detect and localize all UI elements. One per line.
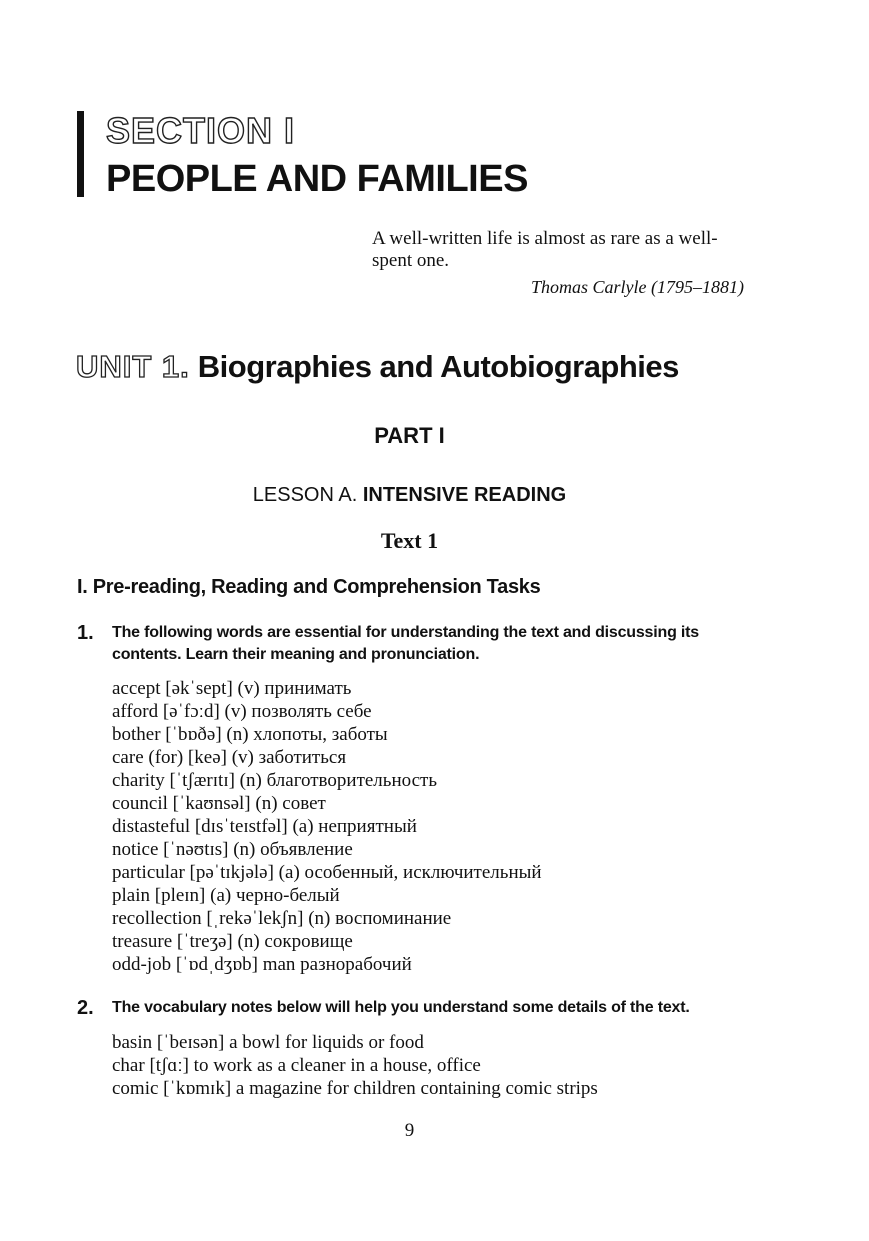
vocabulary-item: plain [pleɪn] (a) черно-белый bbox=[112, 885, 340, 906]
lesson-heading bbox=[0, 481, 819, 509]
part-heading: PART I bbox=[374, 423, 445, 448]
section-accent-bar bbox=[77, 111, 84, 197]
lesson-prefix: LESSON A. bbox=[252, 484, 358, 506]
epigraph-author: Thomas Carlyle (1795–1881) bbox=[531, 277, 744, 297]
section-label: SECTION I bbox=[106, 110, 296, 151]
vocabulary-item: recollection [ˌrekəˈlekʃn] (n) воспоминание bbox=[112, 908, 452, 929]
vocabulary-item: charity [ˈtʃærɪtɪ] (n) благотворительность bbox=[112, 770, 437, 791]
vocabulary-notes-list bbox=[112, 1031, 772, 1100]
vocabulary-item: particular [pəˈtɪkjələ] (a) особенный, исключительный bbox=[112, 862, 542, 883]
vocabulary-item: notice [ˈnəʊtɪs] (n) объявление bbox=[112, 839, 353, 860]
vocabulary-item: council [ˈkaʊnsəl] (n) совет bbox=[112, 793, 326, 814]
text-heading: Text 1 bbox=[380, 528, 439, 553]
epigraph-quote: A well-written life is almost as rare as a well-spent one. bbox=[372, 228, 718, 271]
tasks-heading: I. Pre-reading, Reading and Comprehension Tasks bbox=[77, 576, 541, 598]
vocabulary-note: char [tʃɑː] to work as a cleaner in a house, office bbox=[112, 1055, 481, 1076]
lesson-title: INTENSIVE READING bbox=[362, 484, 567, 506]
vocabulary-item: accept [əkˈsept] (v) принимать bbox=[112, 678, 352, 699]
page-number: 9 bbox=[404, 1120, 415, 1141]
vocabulary-item: treasure [ˈtreʒə] (n) сокровище bbox=[112, 931, 353, 952]
vocabulary-note: comic [ˈkɒmɪk] a magazine for children containing comic strips bbox=[112, 1078, 598, 1099]
unit-label: UNIT 1. bbox=[76, 349, 190, 384]
vocabulary-item: odd-job [ˈɒdˌdʒɒb] man разнорабочий bbox=[112, 954, 412, 975]
task-1-instruction: The following words are essential for understanding the text and discussing its contents. Learn their meaning and pronunciation. bbox=[112, 624, 699, 663]
task-1-number: 1. bbox=[77, 622, 94, 644]
vocabulary-item: afford [əˈfɔːd] (v) позволять себе bbox=[112, 701, 372, 722]
task-2-instruction: The vocabulary notes below will help you understand some details of the text. bbox=[112, 999, 690, 1016]
unit-title: Biographies and Autobiographies bbox=[197, 349, 679, 384]
vocabulary-note: basin [ˈbeɪsən] a bowl for liquids or food bbox=[112, 1032, 424, 1053]
task-2-number: 2. bbox=[77, 997, 94, 1019]
vocabulary-item: bother [ˈbɒðə] (n) хлопоты, заботы bbox=[112, 724, 388, 745]
vocabulary-item: distasteful [dɪsˈteɪstfəl] (a) неприятный bbox=[112, 816, 417, 837]
vocabulary-item: care (for) [keə] (v) заботиться bbox=[112, 747, 347, 768]
unit-heading bbox=[76, 347, 679, 387]
vocabulary-list bbox=[112, 677, 772, 976]
section-title: PEOPLE AND FAMILIES bbox=[106, 158, 528, 200]
